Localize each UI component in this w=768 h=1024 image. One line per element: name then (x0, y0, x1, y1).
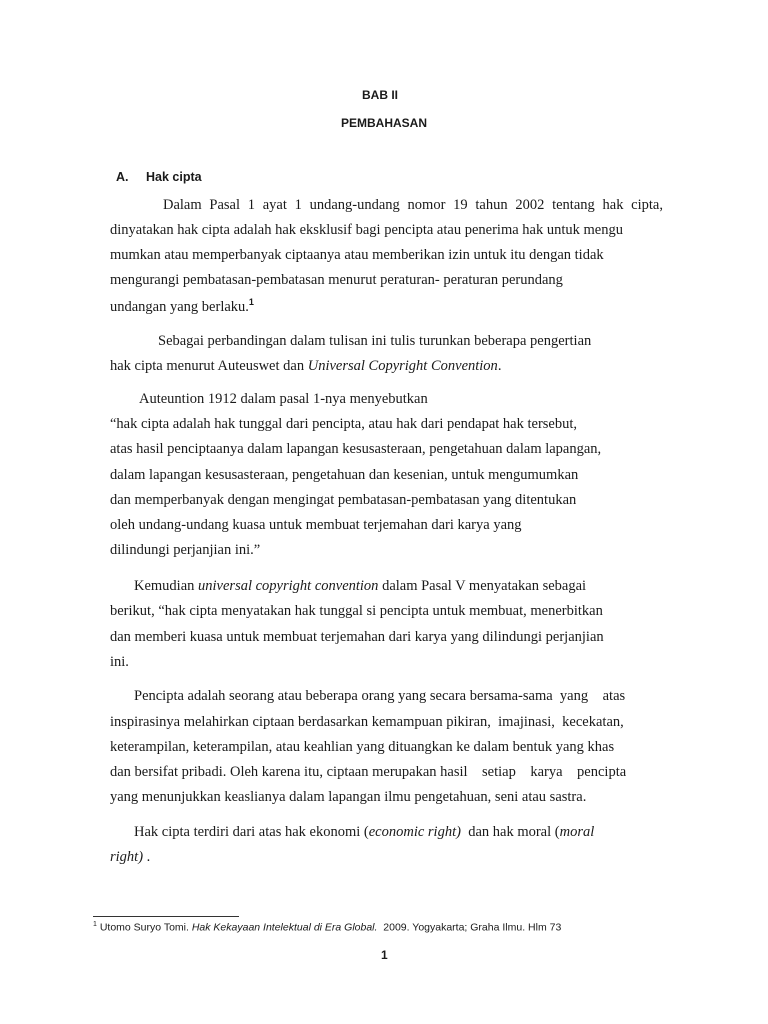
footnote (93, 921, 561, 934)
footnote-title: Hak Kekayaan Intelektual di Era Global. (191, 921, 378, 934)
para6-italic-1: economic right) (368, 824, 461, 840)
para4-line-4: ini. (110, 654, 129, 670)
footnote-number: 1 (93, 921, 97, 928)
para6-middle: dan hak moral ( (460, 824, 560, 840)
para4-line-1 (134, 578, 586, 595)
para4-line-2: berikut, “hak cipta menyatakan hak tunggal si pencipta untuk membuat, menerbitkan (110, 603, 603, 619)
para1-line-5-text: undangan yang berlaku. (110, 298, 249, 315)
para5-line-1: Pencipta adalah seorang atau beberapa orang yang secara bersama-sama yang atas (134, 688, 626, 704)
para6-line-2-italic: right) (110, 849, 144, 865)
para5-line-3: keterampilan, keterampilan, atau keahlian yang dituangkan ke dalam bentuk yang khas (110, 739, 615, 755)
para3-line-3: atas hasil penciptaanya dalam lapangan kesusasteraan, pengetahuan dalam lapangan, (110, 441, 602, 457)
para3-line-4: dalam lapangan kesusasteraan, pengetahuan dan kesenian, untuk mengumumkan (110, 467, 579, 483)
para6-line-1 (134, 824, 594, 841)
para3-line-6: oleh undang-undang kuasa untuk membuat terjemahan dari karya yang (110, 517, 522, 533)
para1-line-2: dinyatakan hak cipta adalah hak eksklusif bagi pencipta atau penerima hak untuk mengu (110, 222, 623, 238)
para5-line-2: inspirasinya melahirkan ciptaan berdasarkan kemampuan pikiran, imajinasi, kecekatan, (110, 714, 624, 730)
para6-line-2-suffix: . (143, 849, 151, 865)
footnote-rest: 2009. Yogyakarta; Graha Ilmu. Hlm 73 (377, 921, 562, 934)
chapter-heading: BAB II (362, 88, 398, 102)
page-number: 1 (381, 948, 388, 962)
para6-prefix: Hak cipta terdiri dari atas hak ekonomi ( (134, 824, 369, 840)
para1-line-5 (110, 297, 254, 316)
para1-line-1: Dalam Pasal 1 ayat 1 undang-undang nomor 19 tahun 2002 tentang hak cipta, (163, 197, 663, 213)
footnote-ref: 1 (248, 297, 254, 307)
para6-line-2 (110, 849, 150, 866)
section-marker: A. (116, 170, 129, 184)
para4-line-1-prefix: Kemudian (134, 578, 199, 594)
para5-line-5: yang menunjukkan keaslianya dalam lapangan ilmu pengetahuan, seni atau sastra. (110, 789, 587, 805)
para2-line-2 (110, 358, 501, 375)
para3-line-2: “hak cipta adalah hak tunggal dari pencipta, atau hak dari pendapat hak tersebut, (110, 416, 578, 432)
para2-line-1: Sebagai perbandingan dalam tulisan ini tulis turunkan beberapa pengertian (158, 333, 592, 349)
para2-line-2-suffix: . (497, 358, 502, 374)
para4-line-1-suffix: dalam Pasal V menyatakan sebagai (378, 578, 587, 594)
para4-line-3: dan memberi kuasa untuk membuat terjemahan dari karya yang dilindungi perjanjian (110, 629, 604, 645)
para2-line-2-italic: Universal Copyright Convention (307, 358, 498, 374)
para5-line-4: dan bersifat pribadi. Oleh karena itu, ciptaan merupakan hasil setiap karya pencipta (110, 764, 627, 780)
para2-line-2-prefix: hak cipta menurut Auteuswet dan (110, 358, 308, 374)
section-heading (116, 170, 202, 184)
para3-line-5: dan memperbanyak dengan mengingat pembatasan-pembatasan yang ditentukan (110, 492, 577, 508)
section-title: Hak cipta (145, 170, 202, 184)
para4-line-1-italic: universal copyright convention (198, 578, 379, 594)
footnote-separator (93, 916, 239, 917)
para3-line-1: Auteuntion 1912 dalam pasal 1-nya menyebutkan (139, 391, 428, 407)
footnote-author: Utomo Suryo Tomi. (96, 921, 192, 934)
para1-line-3: mumkan atau memperbanyak ciptaanya atau memberikan izin untuk itu dengan tidak (110, 247, 604, 263)
para3-line-7: dilindungi perjanjian ini.” (110, 542, 261, 558)
chapter-title: PEMBAHASAN (341, 116, 428, 130)
para6-italic-2: moral (559, 824, 595, 840)
para1-line-4: mengurangi pembatasan-pembatasan menurut peraturan- peraturan perundang (110, 272, 563, 288)
